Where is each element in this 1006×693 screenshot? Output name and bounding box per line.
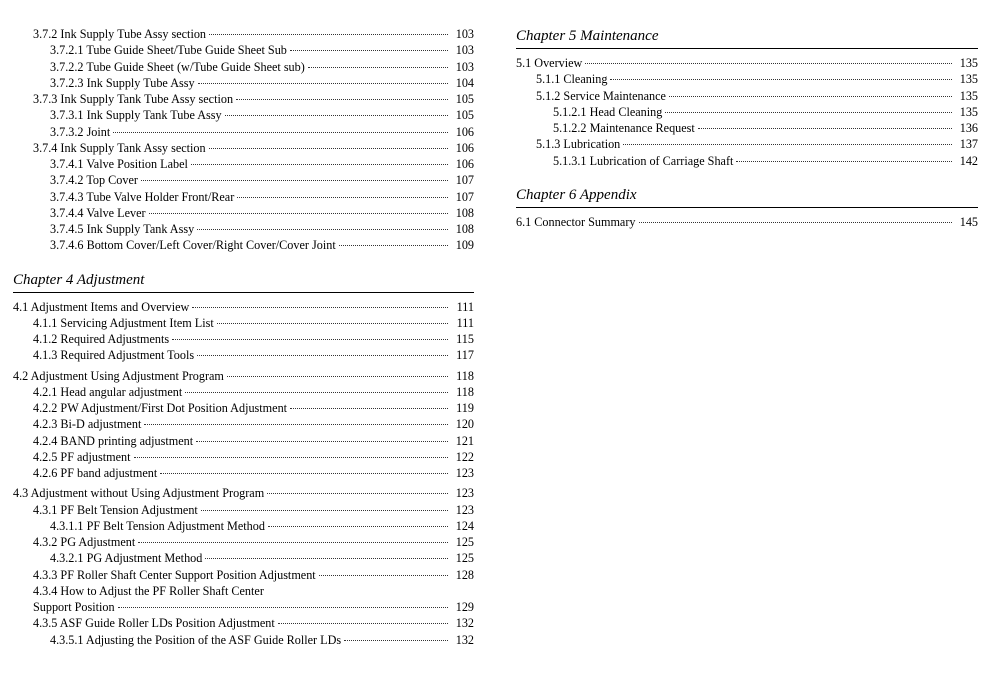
dot-leader <box>344 640 448 641</box>
toc-entry-title: 3.7.2.2 Tube Guide Sheet (w/Tube Guide Sheet sub) <box>50 59 305 74</box>
toc-entry-title: 4.3 Adjustment without Using Adjustment Program <box>13 486 265 501</box>
toc-entry-title: 5.1.3 Lubrication <box>536 137 621 152</box>
dot-leader <box>196 441 448 442</box>
toc-entry[interactable] <box>13 205 474 221</box>
toc-entry-title: 5.1.3.1 Lubrication of Carriage Shaft <box>553 153 734 168</box>
toc-entry-title: 5.1.1 Cleaning <box>536 72 608 87</box>
toc-entry[interactable] <box>516 88 978 104</box>
toc-entry-page-number: 107 <box>455 189 474 204</box>
toc-entry-page-number: 117 <box>456 348 474 363</box>
toc-group <box>13 299 474 364</box>
toc-entry-page-number: 125 <box>455 535 474 549</box>
toc-entry-page-number: 115 <box>456 332 474 346</box>
toc-entry-title: 4.3.2 PG Adjustment <box>33 535 136 549</box>
chapter-4-heading: Chapter 4 Adjustment <box>13 270 474 293</box>
dot-leader <box>197 355 448 356</box>
dot-leader <box>118 607 448 608</box>
toc-entry-title: 3.7.2.3 Ink Supply Tube Assy <box>50 75 195 90</box>
dot-leader <box>227 376 448 377</box>
toc-entry-page-number: 106 <box>455 124 474 139</box>
dot-leader <box>185 392 448 393</box>
toc-entry-page-number: 105 <box>455 92 474 106</box>
toc-entry-title: 3.7.4.2 Top Cover <box>50 173 138 188</box>
toc-entry-page-number: 122 <box>455 449 474 464</box>
toc-entry-title: 4.2.1 Head angular adjustment <box>33 384 183 399</box>
dot-leader <box>192 307 448 308</box>
toc-entry[interactable] <box>13 449 474 465</box>
dot-leader <box>319 575 448 576</box>
toc-group <box>13 368 474 482</box>
toc-entry-page-number: 124 <box>455 518 474 533</box>
dot-leader <box>665 112 952 113</box>
chapter-5-heading: Chapter 5 Maintenance <box>516 26 978 49</box>
toc-entry-page-number: 120 <box>455 417 474 432</box>
toc-entry-title: 4.3.3 PF Roller Shaft Center Support Position Adjustment <box>33 567 316 582</box>
toc-entry[interactable] <box>13 615 474 631</box>
toc-entry-title: 6.1 Connector Summary <box>516 214 636 229</box>
toc-entry-page-number: 125 <box>455 551 474 566</box>
toc-entry[interactable] <box>516 153 978 169</box>
toc-entry[interactable] <box>13 465 474 481</box>
toc-entry-page-number: 137 <box>959 137 978 152</box>
dot-leader <box>201 510 448 511</box>
toc-entry-page-number: 132 <box>455 616 474 631</box>
toc-entry-page-number: 108 <box>455 205 474 220</box>
toc-entry[interactable] <box>13 107 474 123</box>
toc-entry-title: 4.3.1 PF Belt Tension Adjustment <box>33 502 198 517</box>
toc-entry[interactable] <box>13 567 474 583</box>
toc-entry[interactable] <box>13 534 474 550</box>
dot-leader <box>585 63 952 64</box>
toc-entry-title: 4.2.3 Bi-D adjustment <box>33 417 142 432</box>
toc-entry[interactable] <box>13 140 474 156</box>
toc-entry-title: 4.2.5 PF adjustment <box>33 449 131 464</box>
toc-entry-page-number: 118 <box>456 368 474 383</box>
toc-entry-page-number: 135 <box>959 72 978 87</box>
toc-entry-title: 3.7.3 Ink Supply Tank Tube Assy section <box>33 92 234 106</box>
chapter-6-heading: Chapter 6 Appendix <box>516 185 978 208</box>
toc-entry-page-number: 109 <box>455 238 474 253</box>
toc-entry[interactable] <box>13 632 474 648</box>
toc-entry-page-number: 142 <box>959 153 978 168</box>
toc-right-column <box>516 26 978 230</box>
dot-leader <box>225 115 448 116</box>
toc-entry-title: 4.2.2 PW Adjustment/First Dot Position Adjustment <box>33 401 288 415</box>
dot-leader <box>639 222 953 223</box>
toc-entry-title: 3.7.4.6 Bottom Cover/Left Cover/Right Cover/Cover Joint <box>50 238 336 253</box>
dot-leader <box>144 424 448 425</box>
toc-entry-page-number: 111 <box>456 315 474 330</box>
toc-entry[interactable] <box>13 583 474 599</box>
toc-entry-page-number: 135 <box>959 104 978 119</box>
toc-entry[interactable] <box>13 433 474 449</box>
toc-entry-page-number: 104 <box>455 75 474 90</box>
toc-entry-title: 5.1 Overview <box>516 56 583 70</box>
toc-entry[interactable] <box>13 75 474 91</box>
toc-entry[interactable] <box>13 331 474 347</box>
toc-entry-title: 4.3.4 How to Adjust the PF Roller Shaft Center <box>33 583 264 598</box>
dot-leader <box>141 180 448 181</box>
toc-entry-page-number: 135 <box>959 56 978 70</box>
toc-entry-title: 4.3.1.1 PF Belt Tension Adjustment Method <box>50 518 265 533</box>
toc-entry-page-number: 118 <box>456 384 474 399</box>
dot-leader <box>610 79 952 80</box>
toc-entry[interactable] <box>13 368 474 384</box>
toc-chapter-6-list <box>516 214 978 230</box>
dot-leader <box>191 164 448 165</box>
toc-entry[interactable] <box>13 400 474 416</box>
dot-leader <box>669 96 952 97</box>
dot-leader <box>268 526 448 527</box>
toc-entry[interactable] <box>13 91 474 107</box>
toc-entry-title: 3.7.2.1 Tube Guide Sheet/Tube Guide Sheet Sub <box>50 43 287 58</box>
dot-leader <box>267 493 448 494</box>
toc-entry-page-number: 106 <box>455 140 474 155</box>
toc-chapter-5-list <box>516 55 978 169</box>
toc-entry-title: 3.7.4.1 Valve Position Label <box>50 157 188 171</box>
toc-entry[interactable] <box>13 599 474 615</box>
dot-leader <box>698 128 952 129</box>
toc-entry-page-number: 123 <box>455 466 474 480</box>
dot-leader <box>198 83 448 84</box>
toc-entry-title: 3.7.4.3 Tube Valve Holder Front/Rear <box>50 189 235 204</box>
toc-entry[interactable] <box>516 71 978 87</box>
dot-leader <box>113 132 448 133</box>
toc-entry[interactable] <box>516 120 978 136</box>
toc-entry-title: 3.7.3.1 Ink Supply Tank Tube Assy <box>50 108 222 123</box>
toc-entry-title: 3.7.2 Ink Supply Tube Assy section <box>33 27 207 41</box>
toc-entry[interactable] <box>13 59 474 75</box>
toc-group <box>13 485 474 648</box>
toc-left-column <box>13 26 474 648</box>
toc-entry-title: 4.1.1 Servicing Adjustment Item List <box>33 315 214 330</box>
toc-entry-page-number: 145 <box>959 214 978 229</box>
toc-entry[interactable] <box>13 518 474 534</box>
toc-entry[interactable] <box>13 485 474 501</box>
toc-entry[interactable] <box>13 124 474 140</box>
toc-entry[interactable] <box>516 104 978 120</box>
toc-entry-page-number: 123 <box>455 486 474 501</box>
toc-entry-title: 4.3.5.1 Adjusting the Position of the ASF Guide Roller LDs <box>50 632 342 647</box>
dot-leader <box>138 542 448 543</box>
toc-entry[interactable] <box>13 237 474 253</box>
toc-entry[interactable] <box>13 502 474 518</box>
toc-entry[interactable] <box>13 550 474 566</box>
toc-entry[interactable] <box>13 221 474 237</box>
toc-entry-title: 3.7.4 Ink Supply Tank Assy section <box>33 140 206 155</box>
toc-entry-title: 5.1.2 Service Maintenance <box>536 88 666 103</box>
toc-entry-title: 4.1 Adjustment Items and Overview <box>13 299 190 314</box>
toc-entry-page-number: 105 <box>455 108 474 123</box>
toc-entry-page-number: 106 <box>455 157 474 171</box>
dot-leader <box>205 558 448 559</box>
toc-entry-page-number: 135 <box>959 88 978 103</box>
dot-leader <box>290 50 448 51</box>
dot-leader <box>290 408 448 409</box>
toc-entry-title: Support Position <box>33 600 115 614</box>
toc-entry-title: 4.3.5 ASF Guide Roller LDs Position Adjustment <box>33 616 275 631</box>
toc-entry-page-number: 121 <box>455 433 474 448</box>
toc-entry-title: 4.2.6 PF band adjustment <box>33 466 158 480</box>
dot-leader <box>308 67 448 68</box>
toc-entry[interactable] <box>13 156 474 172</box>
toc-entry[interactable] <box>13 299 474 315</box>
toc-entry-title: 5.1.2.2 Maintenance Request <box>553 121 695 135</box>
toc-entry[interactable] <box>13 172 474 188</box>
toc-entry-title: 4.2 Adjustment Using Adjustment Program <box>13 368 224 383</box>
toc-entry-title: 4.3.2.1 PG Adjustment Method <box>50 551 203 566</box>
dot-leader <box>197 229 448 230</box>
toc-entry-page-number: 132 <box>455 632 474 647</box>
toc-entry-title: 3.7.4.4 Valve Lever <box>50 205 146 220</box>
toc-entry-page-number: 103 <box>455 43 474 58</box>
toc-chapter-4-list <box>13 299 474 648</box>
toc-entry-page-number: 103 <box>455 59 474 74</box>
dot-leader <box>134 457 448 458</box>
toc-entry-page-number: 111 <box>456 299 474 314</box>
dot-leader <box>278 623 448 624</box>
toc-entry[interactable] <box>13 42 474 58</box>
toc-entry[interactable] <box>516 214 978 230</box>
toc-entry[interactable] <box>13 189 474 205</box>
toc-entry-title: 5.1.2.1 Head Cleaning <box>553 104 663 119</box>
toc-entry-title: 4.1.3 Required Adjustment Tools <box>33 348 195 363</box>
toc-entry-title: 4.2.4 BAND printing adjustment <box>33 433 194 448</box>
dot-leader <box>623 144 952 145</box>
toc-entry-title: 4.1.2 Required Adjustments <box>33 332 170 346</box>
toc-section-3-7-continued <box>13 26 474 254</box>
toc-entry[interactable] <box>516 136 978 152</box>
dot-leader <box>149 213 448 214</box>
dot-leader <box>172 339 448 340</box>
dot-leader <box>736 161 952 162</box>
toc-entry[interactable] <box>13 347 474 363</box>
toc-entry-page-number: 108 <box>455 222 474 236</box>
toc-entry-page-number: 128 <box>455 567 474 582</box>
toc-entry[interactable] <box>13 315 474 331</box>
dot-leader <box>236 99 448 100</box>
dot-leader <box>217 323 448 324</box>
toc-entry[interactable] <box>516 55 978 71</box>
toc-entry[interactable] <box>13 416 474 432</box>
toc-entry-page-number: 103 <box>455 27 474 41</box>
dot-leader <box>160 473 448 474</box>
dot-leader <box>209 148 448 149</box>
toc-entry-title: 3.7.4.5 Ink Supply Tank Assy <box>50 222 195 236</box>
toc-entry-page-number: 119 <box>456 401 474 415</box>
dot-leader <box>339 245 448 246</box>
toc-entry-title: 3.7.3.2 Joint <box>50 124 111 139</box>
toc-entry[interactable] <box>13 384 474 400</box>
toc-entry-page-number: 129 <box>455 600 474 614</box>
toc-entry[interactable] <box>13 26 474 42</box>
dot-leader <box>237 197 448 198</box>
toc-entry-page-number: 136 <box>959 121 978 135</box>
toc-entry-page-number: 123 <box>455 502 474 517</box>
dot-leader <box>209 34 448 35</box>
toc-entry-page-number: 107 <box>455 173 474 188</box>
